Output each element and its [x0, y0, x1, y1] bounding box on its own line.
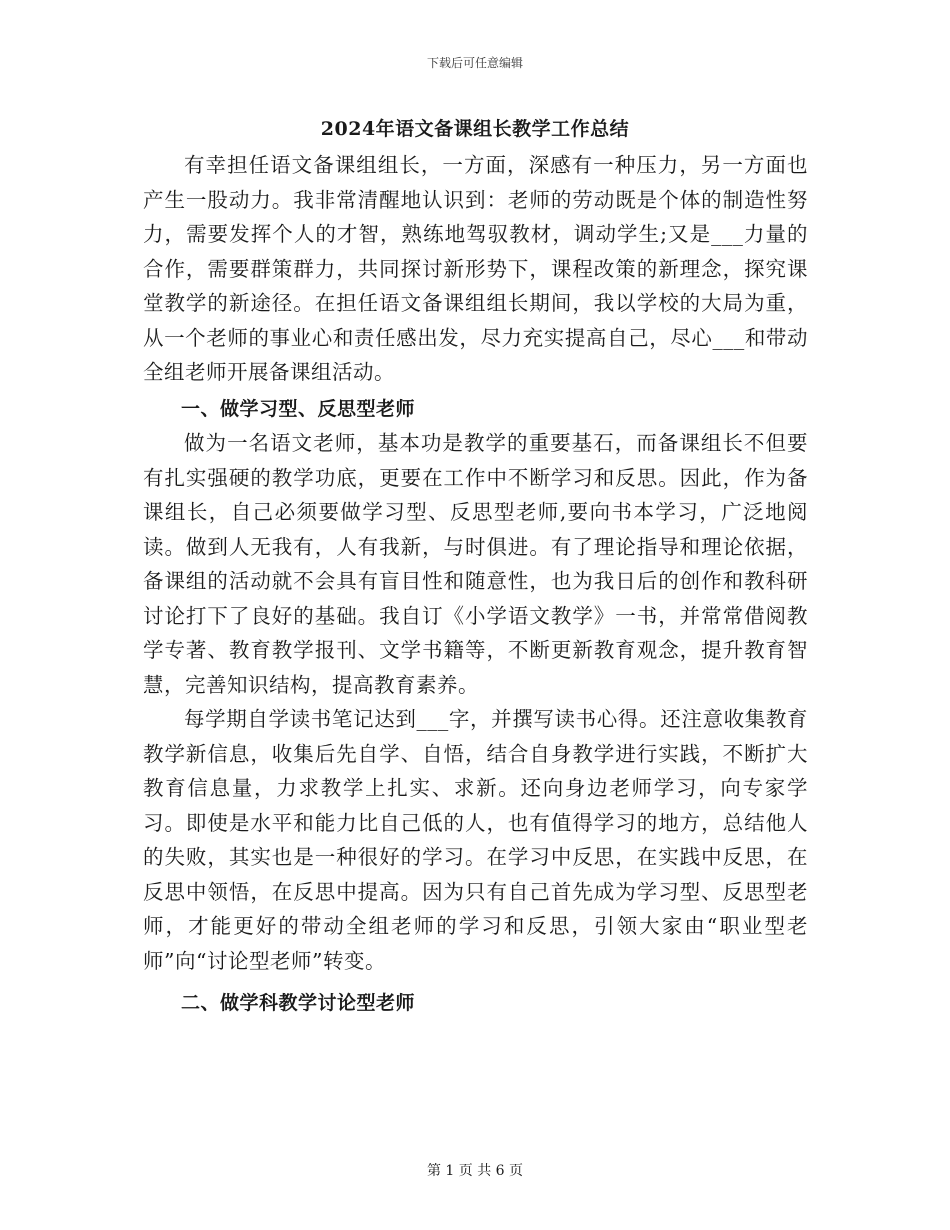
section-2-heading: 二、做学科教学讨论型老师 — [181, 992, 416, 1014]
section-1-heading: 一、做学习型、反思型老师 — [181, 397, 416, 420]
section-1-paragraph-1: 做为一名语文老师，基本功是教学的重要基石，而备课组长不但要有扎实强硬的教学功底，更要在工作中不断学习和反思。因此，作为备课组长，自己必须要做学习型、反思型老师,要向书本学习，广泛地阅读。做到人无我有，人有我新，与时俱进。有了理论指导和理论依据，备课组的活动就不会具有盲目性和随意性，也为我日后的创作和教科研讨论打下了良好的基础。我自订《小学语文教学》一书，并常常借阅教学专著、教育教学报刊、文学书籍等，不断更新教育观念，提升教育智慧，完善知识结构，提高教育素养。 — [143, 431, 808, 697]
section-1-paragraph-2: 每学期自学读书笔记达到___字，并撰写读书心得。还注意收集教育教学新信息，收集后先自学、自悟，结合自身教学进行实践，不断扩大教育信息量，力求教学上扎实、求新。还向身边老师学习，向专家学习。即使是水平和能力比自己低的人，也有值得学习的地方，总结他人的失败，其实也是一种很好的学习。在学习中反思，在实践中反思，在反思中领悟，在反思中提高。因为只有自己首先成为学习型、反思型老师，才能更好的带动全组老师的学习和反思，引领大家由“职业型老师”向“讨论型老师”转变。 — [143, 707, 808, 973]
document-title: 2024年语文备课组长教学工作总结 — [320, 118, 630, 140]
document-body — [143, 148, 808, 1021]
header-note: 下载后可任意编辑 — [426, 56, 523, 70]
intro-paragraph: 有幸担任语文备课组组长，一方面，深感有一种压力，另一方面也产生一股动力。我非常清醒地认识到：老师的劳动既是个体的制造性努力，需要发挥个人的才智，熟练地驾驭教材，调动学生;又是___力量的合作，需要群策群力，共同探讨新形势下，课程改策的新理念，探究课堂教学的新途径。在担任语文备课组组长期间，我以学校的大局为重，从一个老师的事业心和责任感出发，尽力充实提高自己，尽心___和带动全组老师开展备课组活动。 — [143, 153, 808, 384]
page-number: 第 1 页 共 6 页 — [426, 1163, 524, 1179]
